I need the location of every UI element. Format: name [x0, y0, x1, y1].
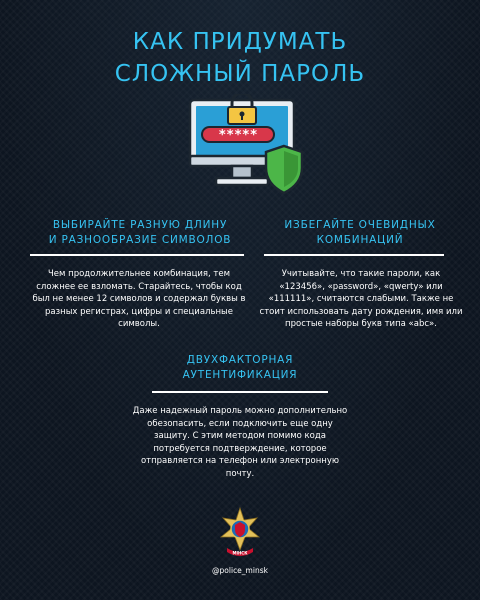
section-divider-length	[30, 254, 244, 256]
section-title-length-line1: ВЫБИРАЙТЕ РАЗНУЮ ДЛИНУ	[52, 219, 228, 231]
section-title-length	[30, 218, 250, 248]
section-text-length: Чем продолжительнее комбинация, тем сложнее ее взломать. Старайтесь, чтобы код был не менее 12 символов и содержал буквы в разных регистрах, цифры и специальные символы.	[32, 269, 246, 330]
shield-icon	[266, 146, 302, 193]
section-title-obvious-line1: ИЗБЕГАЙТЕ ОЧЕВИДНЫХ	[284, 219, 436, 231]
emblem-label: МІНСК	[232, 550, 248, 556]
section-divider-twofactor	[152, 391, 328, 393]
section-divider-obvious	[264, 254, 444, 256]
section-title-twofactor-line1: ДВУХФАКТОРНАЯ	[186, 354, 294, 366]
page-title-line1: КАК ПРИДУМАТЬ	[132, 29, 348, 55]
social-handle: @police_minsk	[212, 566, 268, 575]
section-text-obvious: Учитывайте, что такие пароли, как «123456», «password», «qwerty» или «111111», считаются слабыми. Также не стоит использовать дату рождения, имя или простые наборы букв типа «abc».	[259, 269, 463, 330]
section-title-obvious-line2: КОМБИНАЦИЙ	[316, 234, 404, 246]
section-title-length-line2: И РАЗНООБРАЗИЕ СИМВОЛОВ	[48, 234, 232, 246]
page-title-line2: СЛОЖНЫЙ ПАРОЛЬ	[114, 61, 366, 87]
password-field	[202, 127, 274, 143]
section-title-twofactor-line2: АУТЕНТИФИКАЦИЯ	[182, 369, 298, 381]
section-text-twofactor: Даже надежный пароль можно дополнительно обезопасить, если подключить еще одну защиту. С этим методом помимо кода потребуется подтверждение, которое отправляется на телефон или электронную почту.	[132, 406, 348, 479]
section-title-obvious	[262, 218, 458, 248]
page-title	[0, 26, 480, 90]
section-title-twofactor	[140, 353, 340, 383]
padlock-icon	[228, 94, 256, 124]
computer-security-illustration	[184, 94, 308, 198]
password-mask: *****	[218, 128, 258, 143]
police-emblem-icon	[219, 506, 261, 562]
